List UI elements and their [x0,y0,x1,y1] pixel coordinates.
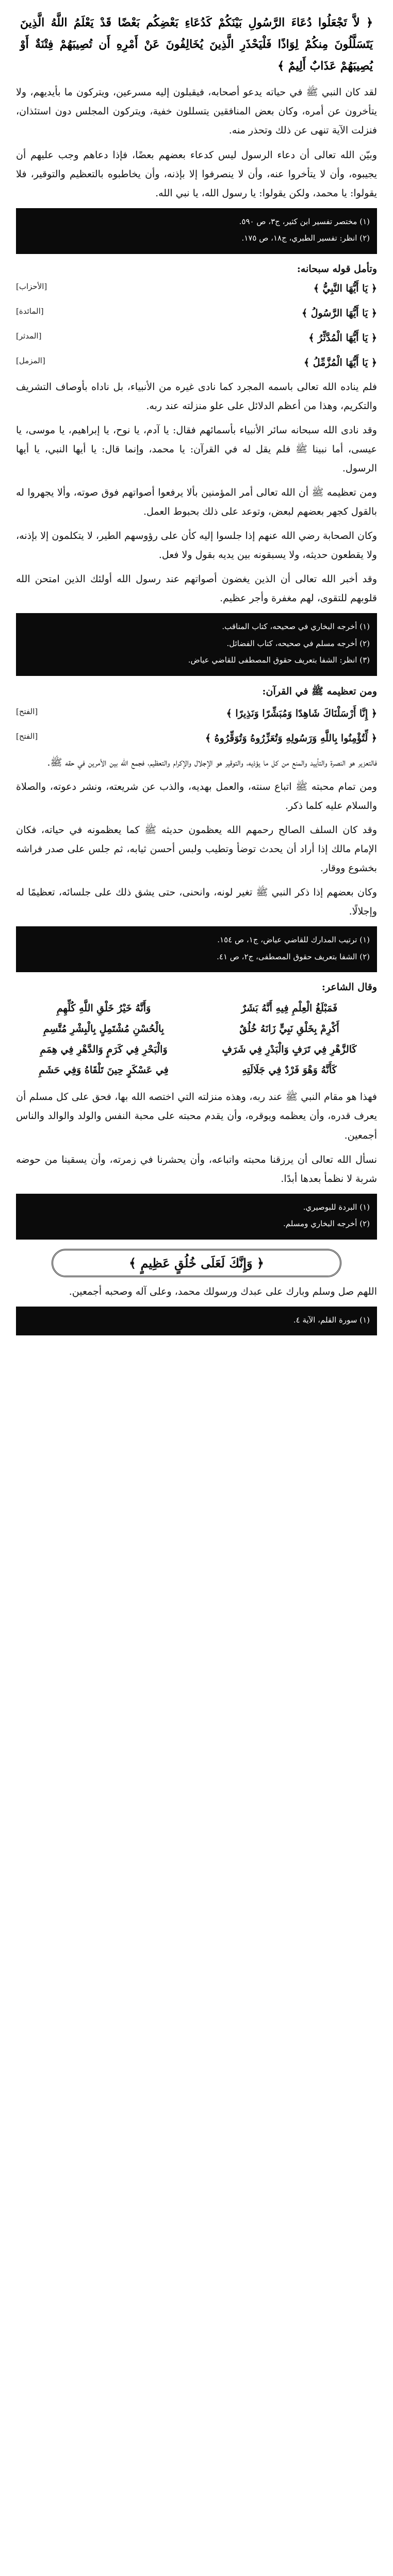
footnotes-block-2 [16,613,377,676]
quote-block [16,303,377,323]
later-paragraph-3: وقد كان السلف الصالح رحمهم الله يعظمون حديثه ﷺ كما يعظمونه في حياته، فكان الإمام مالك إذا أراد أن يحدث توضأ وتطيب ولبس أحسن ثيابه، ثم جلس على صدر فراشه بخشوع ووقار. [16,824,377,874]
footnote: (٢) الشفا بتعريف حقوق المصطفى، ج٢، ص ٤١. [217,952,370,961]
poem-line: فَمَبْلَغُ الْعِلْمِ فِيهِ أَنَّهُ بَشَرٌ [241,1003,338,1014]
footnotes-block-4 [16,1194,377,1240]
quote-text: ﴿ لِّتُؤْمِنُوا بِاللَّهِ وَرَسُولِهِ وَتُعَزِّرُوهُ وَتُوَقِّرُوهُ ﴾ [205,732,377,744]
middle-paragraph-4: وكان الصحابة رضي الله عنهم إذا جلسوا إليه كأن على رؤوسهم الطير، لا يتكلمون إلا بإذنه، ولا يقطعون حديثه، ولا يسبقونه بين يديه بقول ولا فعل. [16,530,377,561]
quote-block [16,279,377,298]
surah-ref: [المائدة] [16,306,44,316]
footnotes-block-1 [16,208,377,254]
content-column [16,7,377,1335]
later-paragraph-2: ومن تمام محبته ﷺ اتباع سنته، والعمل بهديه، والذب عن شريعته، ونشر دعوته، والصلاة والسلام عليه كلما ذكر. [16,781,377,811]
poem [21,999,372,1079]
footnote: (١) ترتيب المدارك للقاضي عياض، ج١، ص ١٥٤. [217,935,370,945]
surah-ref: [المدثر] [16,331,42,341]
top-verse: ﴿ لاَّ تَجْعَلُوا دُعَاءَ الرَّسُولِ بَيْنَكُمْ كَدُعَاءِ بَعْضِكُم بَعْضًا قَدْ يَعْلَمُ اللَّهُ الَّذِينَ يَتَسَلَّلُونَ مِنكُمْ لِوَاذًا فَلْيَحْذَرِ الَّذِينَ يُخَالِفُونَ عَنْ أَمْرِهِ أَن تُصِيبَهُمْ فِتْنَةٌ أَوْ يُصِيبَهُمْ عَذَابٌ أَلِيمٌ ﴾ [20,16,373,73]
surah-ref: [الفتح] [16,706,38,716]
footnote: (١) مختصر تفسير ابن كثير، ج٣، ص ٥٩٠. [239,216,370,226]
closing-paragraph-1: فهذا هو مقام النبي ﷺ عند ربه، وهذه منزلته التي اختصه الله بها، فحق على كل مسلم أن يعرف قدره، وأن يعظمه ويوقره، وأن يقدم محبته على محبة النفس والولد والوالد والناس أجمعين. [16,1091,377,1141]
quote-block [16,328,377,348]
footnote: (١) البردة للبوصيري. [303,1202,370,1212]
later-section [16,753,377,921]
section-heading: وتأمل قوله سبحانه: [297,263,377,275]
poem-heading: وقال الشاعر: [321,981,377,993]
intro-paragraph-2: وبيّن الله تعالى أن دعاء الرسول ليس كدعاء بعضهم بعضًا، فإذا دعاهم وجب عليهم أن يجيبوه، وأن لا يتأخروا عنه، وأن لا ينصرفوا إلا بإذنه، وأن يخاطبوه بالتعظيم والتوقير، فلا يقولوا: يا محمد، ولكن يقولوا: يا رسول الله، يا نبي الله. [16,149,377,199]
middle-section [16,378,377,608]
footnotes-block-5 [16,1307,377,1336]
quote-text: ﴿ يَا أَيُّهَا الْمُزَّمِّلُ ﴾ [303,357,377,368]
poem-line: أَكْرِمْ بِخَلْقِ نَبِيٍّ زَانَهُ خُلُقٌ [239,1023,339,1035]
closing-section [16,1088,377,1188]
middle-paragraph-2: وقد نادى الله سبحانه سائر الأنبياء بأسمائهم فقال: يا آدم، يا نوح، يا إبراهيم، يا موسى، يا عيسى، أما نبينا ﷺ فلم يقل له في القرآن: يا محمد، وإنما قال: يا أيها النبي، يا أيها الرسول. [16,424,377,474]
intro-section [16,83,377,202]
poem-line: كَالزَّهْرِ فِي تَرَفٍ وَالْبَدْرِ فِي شَرَفٍ [222,1044,357,1056]
later-paragraph-4: وكان بعضهم إذا ذكر النبي ﷺ تغير لونه، وانحنى، حتى يشق ذلك على جلسائه، تعظيمًا له وإجلالًا. [16,886,377,918]
later-paragraph-1: فالتعزير هو النصرة والتأييد والمنع من كل ما يؤذيه، والتوقير هو الإجلال والإكرام والتعظيم، فجمع الله بين الأمرين في حقه ﷺ. [47,756,377,768]
footnote: (٢) انظر: تفسير الطبري، ج١٨، ص ١٧٥. [241,233,370,243]
section-heading-2: ومن تعظيمه ﷺ في القرآن: [262,685,377,697]
footnote: (٢) أخرجه مسلم في صحيحه، كتاب الفضائل. [226,638,370,648]
poem-line: وَالْبَحْرِ فِي كَرَمٍ وَالدَّهْرِ فِي هِمَمِ [40,1044,168,1056]
page [0,7,393,1335]
quote-text: ﴿ يَا أَيُّهَا النَّبِيُّ ﴾ [313,282,377,294]
middle-paragraph-3: ومن تعظيمه ﷺ أن الله تعالى أمر المؤمنين بألا يرفعوا أصواتهم فوق صوته، وألا يجهروا له بالقول كجهر بعضهم لبعض، وتوعد على ذلك بحبوط العمل. [16,486,377,517]
footnote: (١) أخرجه البخاري في صحيحه، كتاب المناقب. [222,622,370,632]
final-section [16,1282,377,1301]
footnote: (٣) انظر: الشفا بتعريف حقوق المصطفى للقاضي عياض. [188,655,370,665]
poem-line: فِي عَسْكَرٍ حِينَ تَلْقَاهُ وَفِي حَشَمِ [39,1064,169,1076]
surah-ref: [الفتح] [16,731,38,741]
footnotes-block-3 [16,926,377,972]
quote-text: ﴿ يَا أَيُّهَا الرَّسُولُ ﴾ [301,307,377,319]
quote-block [16,704,377,723]
footnote: (١) سورة القلم، الآية ٤. [293,1315,370,1325]
quote-text: ﴿ إِنَّا أَرْسَلْنَاكَ شَاهِدًا وَمُبَشِّرًا وَنَذِيرًا ﴾ [226,707,377,719]
final-paragraph-1: اللهم صل وسلم وبارك على عبدك ورسولك محمد، وعلى آله وصحبه أجمعين. [69,1285,377,1297]
quote-block [16,728,377,748]
quote-block [16,353,377,372]
end-banner: ﴿ وَإِنَّكَ لَعَلَى خُلُقٍ عَظِيمٍ ﴾ [52,1249,341,1277]
poem-line: بِالْحُسْنِ مُشْتَمِلٍ بِالْبِشْرِ مُتَّسِمِ [43,1023,165,1035]
surah-ref: [المزمل] [16,355,45,365]
middle-paragraph-1: فلم يناده الله تعالى باسمه المجرد كما نادى غيره من الأنبياء، بل ناداه بأوصاف التشريف والتكريم، وهذا من أعظم الدلائل على علو منزلته عند ربه. [16,381,377,412]
intro-paragraph-1: لقد كان النبي ﷺ في حياته يدعو أصحابه، فيقبلون إليه مسرعين، ويتركون ما بأيديهم، ولا يتأخرون عن أمره، وكان بعض المنافقين يتسللون خفية، ويتركون المجلس دون استئذان، فنزلت الآية تنهى عن ذلك وتحذر منه. [16,87,377,137]
poem-line: كَأَنَّهُ وَهْوَ فَرْدٌ فِي جَلَالَتِهِ [242,1064,337,1076]
poem-line: وَأَنَّهُ خَيْرُ خَلْقِ اللَّهِ كُلِّهِمِ [56,1003,151,1014]
middle-paragraph-5: وقد أخبر الله تعالى أن الذين يغضون أصواتهم عند رسول الله أولئك الذين امتحن الله قلوبهم للتقوى، لهم مغفرة وأجر عظيم. [16,573,377,604]
closing-paragraph-2: نسأل الله تعالى أن يرزقنا محبته واتباعه، وأن يحشرنا في زمرته، وأن يسقينا من حوضه شربة لا نظمأ بعدها أبدًا. [16,1154,377,1184]
surah-ref: [الأحزاب] [16,281,47,291]
quote-text: ﴿ يَا أَيُّهَا الْمُدَّثِّرُ ﴾ [308,332,377,344]
footnote: (٢) أخرجه البخاري ومسلم. [283,1219,370,1229]
